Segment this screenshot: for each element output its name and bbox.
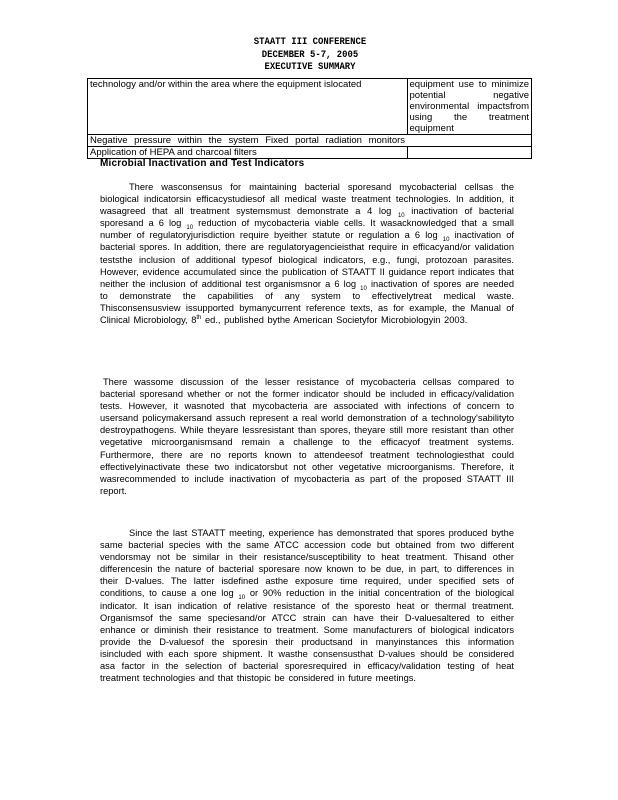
section-heading: Microbial Inactivation and Test Indicators (100, 158, 305, 169)
subscript: 10 (238, 595, 246, 602)
paragraph-text: reduction of mycobacteria viable cells. It wasacknowledged that a small number of regulatoryjurisdiction require byeither statute or regulation a 6 log (100, 218, 514, 241)
header-conference-title: STAATT III CONFERENCE (253, 36, 367, 48)
paragraph-text: inactivation of bacterial spores. In addition, there are regulatoryagencieisthat require in efficacyand/or validation teststhe inclusion of additional typesof biological indicators, e.g., fungi, protozoan parasites. However, evidence accumulated since the publication of STAATT II guidance report indicates that neither the inclusion of additional test organismsnor a 6 log (100, 230, 514, 289)
subscript: 10 (360, 285, 367, 292)
paragraph-consensus (100, 181, 514, 326)
paragraph-text: inactivation of spores are needed to demonstrate the capabilities of any system to effectivelytreat medical waste. Thisconsensusview issupported bymanycurrent reference texts, as for example, the Manual of Clinical Microbiology, 8 (100, 278, 514, 326)
table-cell: technology and/or within the area where the equipment islocated (88, 79, 408, 135)
table-cell (407, 147, 531, 159)
subscript: 10 (442, 237, 450, 244)
paragraph-text: or 90% reduction in the initial concentration of the biological indicator. It isan indication of relative resistance of the sporesto heat or thermal treatment. Organismsof the same speciesand/or ATCC strain can have their D-valuesaltered to either enhance or diminish their resistance to treatment. Some manufacturers of biological indicators provide the D-valuesof the sporesin their productsand in manyinstances this information isincluded with each spore shipment. It wasthe consensusthat D-values should be considered asa factor in the selection of bacterial sporesrequired in efficacy/validation testing of heat treatment technologies and that thistopic be considered in future meetings. (100, 588, 514, 684)
paragraph-text: Since the last STAATT meeting, experience has demonstrated that spores produced bythe same bacterial species with the same ATCC accession code but obtained from two different vendorsmay not be similar in their resistance/susceptibility to heat treatment. Thisand other differencesin the nature of bacterial sporesare now known to be due, in part, to differences in their D-values. The latter isdefined asthe exposure time required, under specified sets of conditions, to cause a one log (100, 528, 514, 599)
table-row (88, 135, 532, 147)
table-cell: equipment use to minimize potential negative environmental impactsfrom using the treatment equipment (407, 79, 531, 135)
table-row (88, 147, 532, 159)
table-cell-text: Negative pressure within the system Fixed portal radiation monitors (90, 135, 406, 146)
header-document-type: EXECUTIVE SUMMARY (264, 61, 356, 73)
table-cell (88, 135, 408, 147)
subscript: 10 (397, 213, 405, 220)
subscript: 10 (186, 225, 194, 232)
paragraph-mycobacteria (100, 376, 514, 497)
table-cell: Application of HEPA and charcoal filters (88, 147, 408, 159)
document-header (200, 36, 421, 74)
paragraph-text: ed., published bythe American Societyfor Microbiologyin 2003. (205, 315, 468, 326)
summary-table (87, 78, 532, 159)
table-row (88, 79, 532, 135)
paragraph-text: There wasconsensus for maintaining bacterial sporesand mycobacterial cellsas the biological indicatorsin efficacystudiesof all medical waste treatment technologies. In addition, it wasagreed that all treatment systemsmust demonstrate a 4 log (100, 182, 514, 217)
paragraph-text: inactivation of bacterial sporesand a 6 log (100, 206, 514, 229)
paragraph-d-values (100, 527, 514, 684)
header-conference-date: DECEMBER 5-7, 2005 (261, 48, 359, 61)
paragraph-text: There wassome discussion of the lesser resistance of mycobacteria cellsas compared to bacterial sporesand whether or not the former indicator should be included in efficacy/validation tests. However, it wasnoted that mycobacteria are associated with infections of concern to usersand policymakersand assuch represent a real world demonstration of a technology'sabilityto destroypathogens. While theyare lessresistant than spores, theyare still more resistant than other vegetative microorganismsand remain a challenge to the efficacyof treatment systems. Furthermore, there are no reports known to attendeesof treatment technologiesthat could effectivelyinactivate these two indicatorsbut not other vegetative microorganisms. Therefore, it wasrecommended to include inactivation of mycobacteria as part of the proposed STAATT III report. (100, 377, 514, 496)
superscript: th (196, 314, 202, 321)
table-cell (407, 135, 531, 147)
